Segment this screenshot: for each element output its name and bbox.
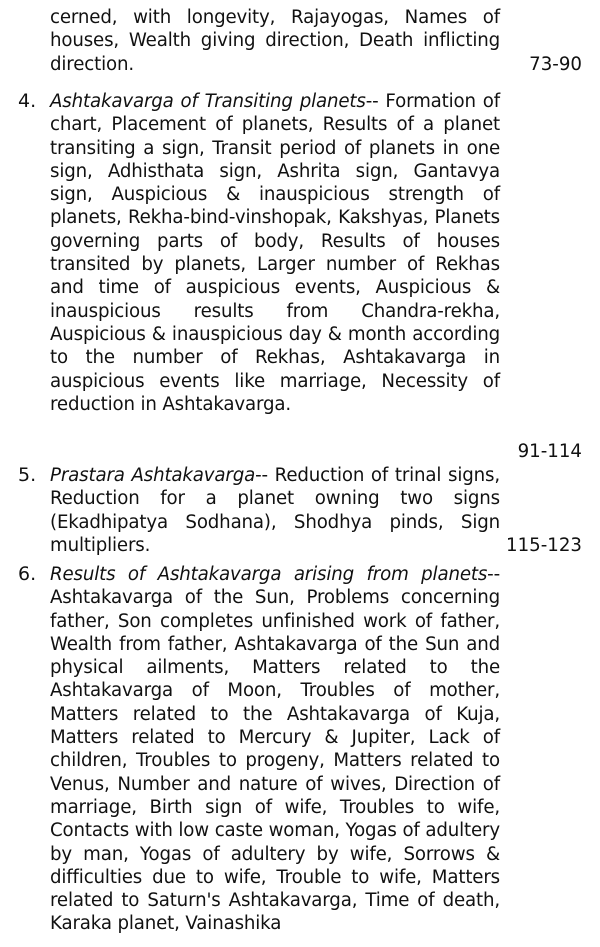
- entry-number: 4.: [18, 90, 37, 112]
- toc-entry-3-continued: [0, 6, 600, 76]
- toc-entry-5: [0, 464, 600, 557]
- toc-entry-6: [0, 563, 600, 936]
- entry-title: Results of Ashtakavarga arising from planets: [50, 564, 488, 585]
- toc-entry-4: [0, 90, 600, 462]
- entry-text: cerned, with longevity, Rajayogas, Names of houses, Wealth giving direction, Death inflicting direction.: [50, 7, 500, 75]
- entry-number: 5.: [18, 464, 37, 486]
- entry-description: [50, 90, 500, 416]
- entry-number: 6.: [18, 563, 37, 585]
- entry-title: Prastara Ashtakavarga: [50, 465, 256, 486]
- page-range: 91-114: [517, 440, 582, 462]
- entry-text: -- Reduction of trinal signs, Reduction for a planet owning two signs (Ekadhipatya Sodhana), Shodhya pinds, Sign multipliers.: [50, 465, 500, 556]
- entry-text: -- Formation of chart, Placement of planets, Results of a planet transiting a sign, Transit period of planets in one sign, Adhisthata sign, Ashrita sign, Gantavya sign, Auspicious & inauspicious strength of planets, Rekha-bind-vinshopak, Kakshyas, Planets governing parts of body, Results of houses transited by planets, Larger number of Rekhas and time of auspicious events, Auspicious & inauspicious results from Chandra-rekha, Auspicious & inauspicious day & month according to the number of Rekhas, Ashtakavarga in auspicious events like marriage, Necessity of reduction in Ashtakavarga.: [50, 91, 500, 415]
- entry-description: [50, 563, 500, 936]
- page-range: 73-90: [529, 53, 582, 75]
- entry-description: [50, 6, 500, 76]
- entry-text: -- Ashtakavarga of the Sun, Problems concerning father, Son completes unfinished work of father, Wealth from father, Ashtakavarga of the Sun and physical ailments, Matters related to the Ashtakavarga of Moon, Troubles of mother, Matters related to the Ashtakavarga of Kuja, Matters related to Mercury & Jupiter, Lack of children, Troubles to progeny, Matters related to Venus, Number and nature of wives, Direction of marriage, Birth sign of wife, Troubles to wife, Contacts with low caste woman, Yogas of adultery by man, Yogas of adultery by wife, Sorrows & difficulties due to wife, Trouble to wife, Matters related to Saturn's Ashtakavarga, Time of death, Karaka planet, Vainashika: [50, 564, 500, 935]
- entry-title: Ashtakavarga of Transiting planets: [50, 91, 366, 112]
- page-range: 115-123: [506, 534, 582, 556]
- entry-description: [50, 464, 500, 557]
